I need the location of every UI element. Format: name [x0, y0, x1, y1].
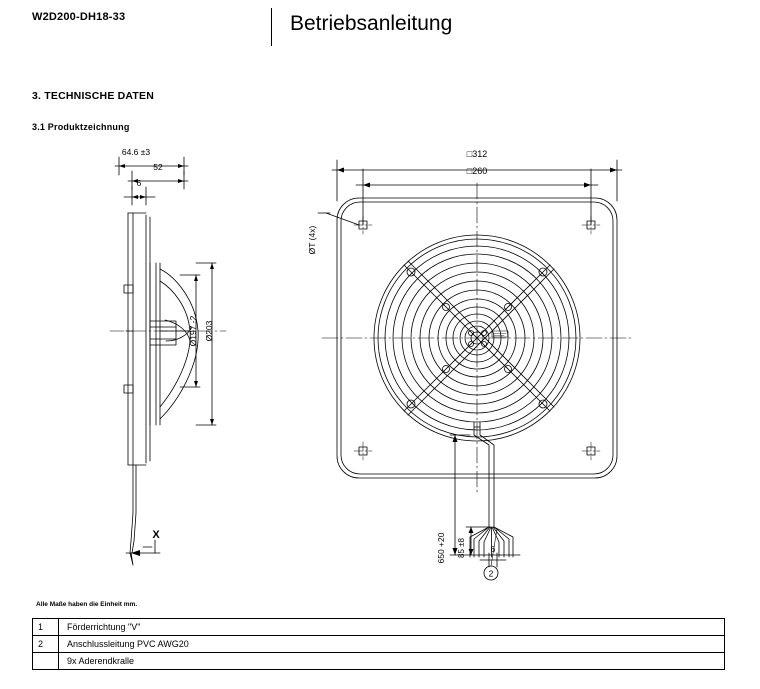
dim-6-side: 6 [136, 178, 142, 188]
legend-description: 9x Aderendkralle [59, 653, 725, 670]
legend-description: Anschlussleitung PVC AWG20 [59, 636, 725, 653]
table-row [33, 619, 725, 636]
dim-6-front: 6 [490, 544, 496, 554]
dim-52: 52 [153, 162, 163, 172]
dim-diameter-197: Ø197 -2 [188, 315, 198, 347]
dim-diameter-203: Ø203 [204, 320, 214, 342]
legend-number [33, 653, 59, 670]
legend-number: 1 [33, 619, 59, 636]
legend-table [32, 618, 725, 670]
subsection-heading: 3.1 Produktzeichnung [32, 122, 130, 132]
table-row [33, 653, 725, 670]
dim-85: 85 ±8 [457, 538, 466, 558]
side-view-group [110, 157, 226, 565]
section-heading: 3. TECHNISCHE DATEN [32, 90, 155, 102]
product-drawing [0, 135, 760, 595]
dim-square-312: □312 [466, 149, 488, 159]
view-arrow-label-x: X [152, 529, 160, 541]
header-model-number: W2D200-DH18-33 [32, 11, 126, 23]
table-row [33, 636, 725, 653]
dim-cable-650: 650 +20 [436, 532, 446, 564]
front-view-group [318, 160, 632, 580]
legend-description: Förderrichtung "V" [59, 619, 725, 636]
dim-total-depth: 64.6 ±3 [121, 147, 151, 157]
page-title: Betriebsanleitung [290, 12, 453, 35]
legend-number: 2 [33, 636, 59, 653]
header-divider [271, 8, 272, 46]
units-note: Alle Maße haben die Einheit mm. [36, 601, 138, 608]
page-header [0, 0, 760, 58]
dim-hole-diameter: ØT (4x) [307, 225, 317, 255]
dim-square-260: □260 [466, 166, 488, 176]
callout-2-label: 2 [488, 568, 494, 579]
